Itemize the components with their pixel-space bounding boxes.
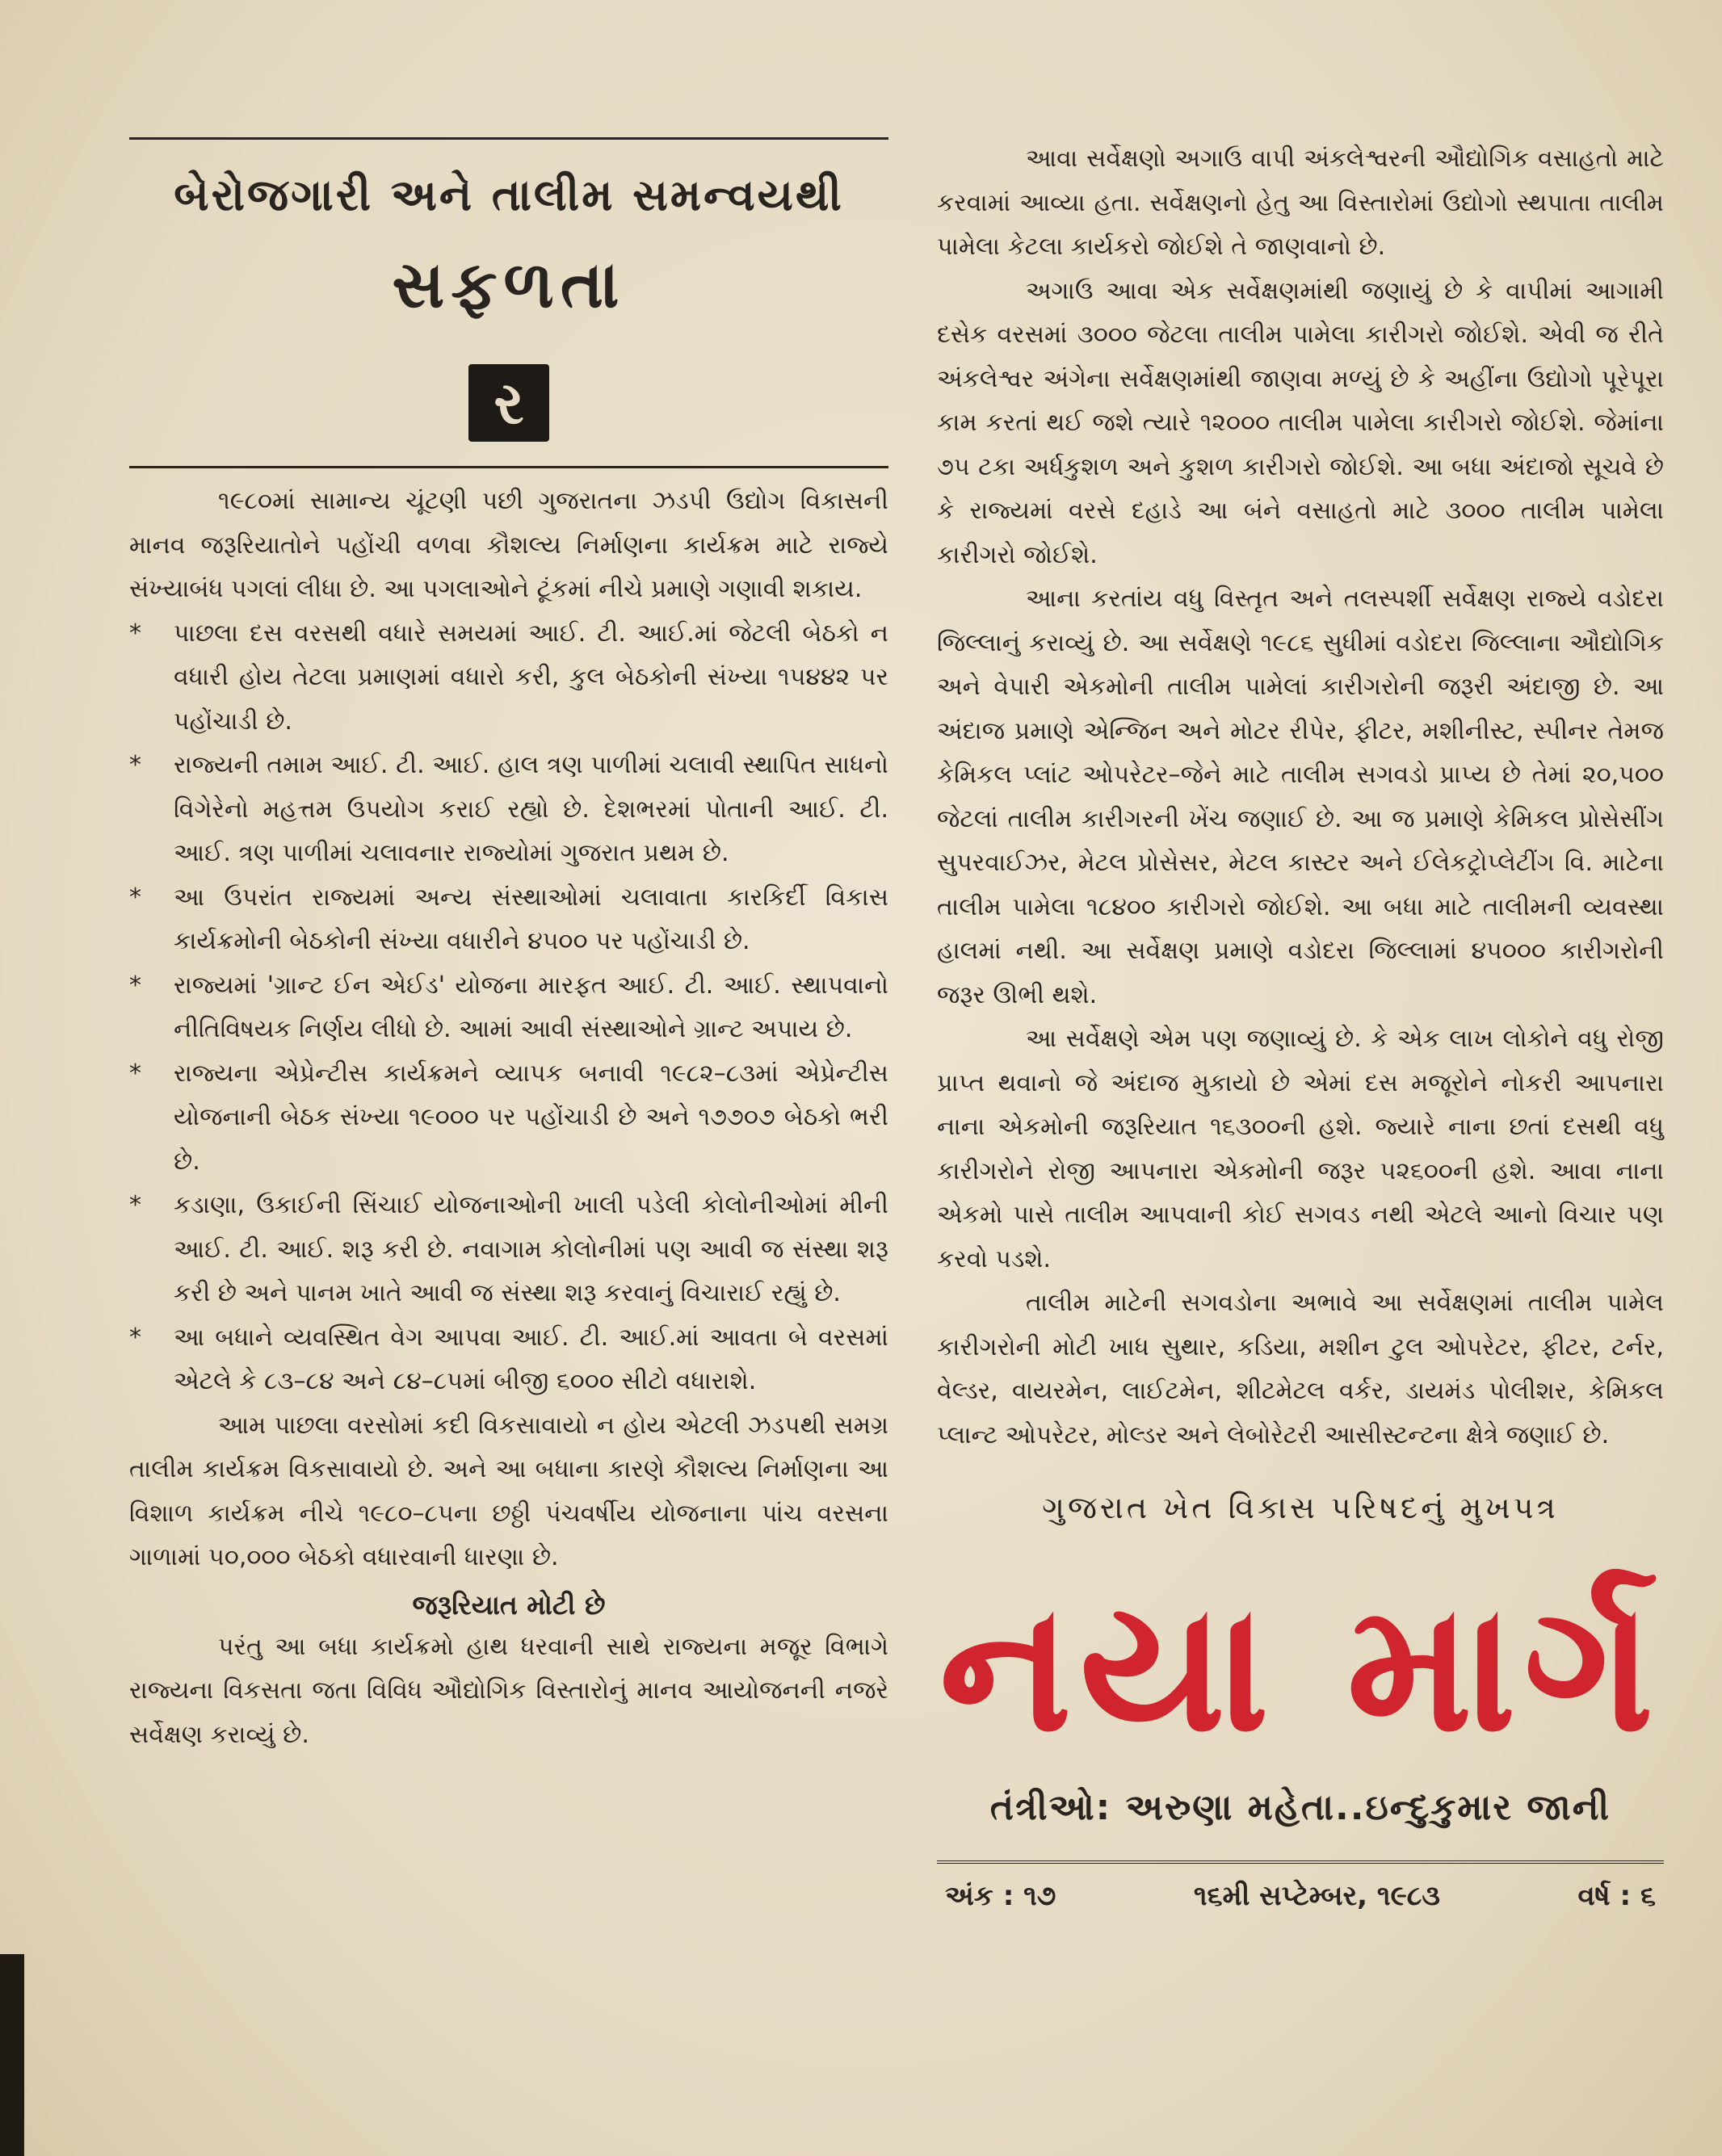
list-item: * આ બધાને વ્યવસ્થિત વેગ આપવા આઈ. ટી. આઈ.માં આવતા બે વરસમાં એટલે કે ૮૩–૮૪ અને ૮૪–૮૫માં બીજી ૬૦૦૦ સીટો વધારાશે. <box>129 1316 888 1404</box>
headline-line-2: સફળતા <box>392 247 626 323</box>
bullet-star-icon: * <box>129 1323 141 1352</box>
issue-date: ૧૬મી સપ્ટેમ્બર, ૧૯૮૩ <box>1193 1880 1441 1912</box>
list-item: * રાજ્યની તમામ આઈ. ટી. આઈ. હાલ ત્રણ પાળીમાં ચલાવી સ્થાપિત સાધનો વિગેરેનો મહત્તમ ઉપયોગ કરાઈ રહ્યો છે. દેશભરમાં પોતાની આઈ. ટી. આઈ. ત્રણ પાળીમાં ચલાવનાર રાજ્યોમાં ગુજરાત પ્રથમ છે. <box>129 744 888 876</box>
list-item: * કડાણા, ઉકાઈની સિંચાઈ યોજનાઓની ખાલી પડેલી કોલોનીઓમાં મીની આઈ. ટી. આઈ. શરૂ કરી છે. નવાગામ કોલોનીમાં પણ આવી જ સંસ્થા શરૂ કરી છે અને પાનમ ખાતે આવી જ સંસ્થા શરૂ કરવાનું વિચારાઈ રહ્યું છે. <box>129 1184 888 1316</box>
paragraph-after-list: આમ પાછલા વરસોમાં કદી વિકસાવાયો ન હોય એટલી ઝડપથી સમગ્ર તાલીમ કાર્યક્રમ વિકસાવાયો છે. અને આ બધાના કારણે કૌશલ્ય નિર્માણના આ વિશાળ કાર્યક્રમ નીચે ૧૯૮૦–૮૫ના છઠ્ઠી પંચવર્ષીય યોજનાના પાંચ વરસના ગાળામાં ૫૦,૦૦૦ બેઠકો વધારવાની ધારણા છે. <box>129 1411 888 1572</box>
masthead-editors: તંત્રીઓ: અરુણા મહેતા..ઇન્દુકુમાર જાની <box>989 1787 1611 1828</box>
right-paragraph-2: અગાઉ આવા એક સર્વેક્ષણમાંથી જણાયું છે કે વાપીમાં આગામી દસેક વરસમાં ૩૦૦૦ જેટલા તાલીમ પામેલા કારીગરો જોઈશે. એવી જ રીતે અંકલેશ્વર અંગેના સર્વેક્ષણમાંથી જાણવા મળ્યું છે કે અહીંના ઉદ્યોગો પૂરેપૂરા કામ કરતાં થઈ જશે ત્યારે ૧૨૦૦૦ તાલીમ પામેલા કારીગરો જોઈશે. જેમાંના ૭૫ ટકા અર્ધકુશળ અને કુશળ કારીગરો જોઈશે. આ બધા અંદાજો સૂચવે છે કે રાજ્યમાં વરસે દહાડે આ બંને વસાહતો માટે ૩૦૦૦ તાલીમ પામેલા કારીગરો જોઈશે. <box>937 276 1664 569</box>
right-paragraph-1: આવા સર્વેક્ષણો અગાઉ વાપી અંકલેશ્વરની ઔદ્યોગિક વસાહતો માટે કરવામાં આવ્યા હતા. સર્વેક્ષણનો હેતુ આ વિસ્તારોમાં ઉદ્યોગો સ્થપાતા તાલીમ પામેલા કેટલા કાર્યકરો જોઈશે તે જાણવાનો છે. <box>937 145 1664 261</box>
headline-bottom-rule <box>129 466 888 468</box>
publication-logo: ર <box>468 364 549 442</box>
list-item: * પાછલા દસ વરસથી વધારે સમયમાં આઈ. ટી. આઈ.માં જેટલી બેઠકો ન વધારી હોય તેટલા પ્રમાણમાં વધારો કરી, કુલ બેઠકોની સંખ્યા ૧૫૪૪૨ પર પહોંચાડી છે. <box>129 612 888 745</box>
masthead-title: નયા માર્ગ <box>939 1564 1662 1771</box>
bullet-star-icon: * <box>129 619 141 648</box>
list-item: * આ ઉપરાંત રાજ્યમાં અન્ય સંસ્થાઓમાં ચલાવાતા કારકિર્દી વિકાસ કાર્યક્રમોની બેઠકોની સંખ્યા વધારીને ૪૫૦૦ પર પહોંચાડી છે. <box>129 876 888 964</box>
bullet-star-icon: * <box>129 1059 141 1088</box>
bullet-star-icon: * <box>129 883 141 912</box>
issue-number: અંક : ૧૭ <box>945 1880 1056 1912</box>
issue-year: વર્ષ : ૬ <box>1577 1880 1656 1912</box>
right-paragraph-5: તાલીમ માટેની સગવડોના અભાવે આ સર્વેક્ષણમાં તાલીમ પામેલ કારીગરોની મોટી ખાધ સુથાર, કડિયા, મશીન ટુલ ઓપરેટર, ફીટર, ટર્નર, વેલ્ડર, વાયરમેન, લાઈટમેન, શીટમેટલ વર્કર, ડાયમંડ પોલીશર, કેમિકલ પ્લાન્ટ ઓપરેટર, મોલ્ડર અને લેબોરેટરી આસીસ્ટન્ટના ક્ષેત્રે જણાઈ છે. <box>937 1289 1664 1449</box>
bullet-star-icon: * <box>129 751 141 780</box>
left-column <box>129 137 888 1757</box>
right-column <box>937 137 1664 1912</box>
page-edge-mark <box>0 1954 24 2156</box>
bullet-list <box>129 612 888 1404</box>
headline-top-rule <box>129 137 888 140</box>
bullet-star-icon: * <box>129 1191 141 1220</box>
bullet-star-icon: * <box>129 971 141 1000</box>
masthead-tagline: ગુજરાત ખેત વિકાસ પરિષદનું મુખપત્ર <box>1042 1490 1559 1525</box>
list-item: * રાજ્યમાં 'ગ્રાન્ટ ઈન એઈડ' યોજના મારફત આઈ. ટી. આઈ. સ્થાપવાનો નીતિવિષયક નિર્ણય લીધો છે. આમાં આવી સંસ્થાઓને ગ્રાન્ટ અપાય છે. <box>129 964 888 1052</box>
headline-line-1: બેરોજગારી અને તાલીમ સમન્વયથી <box>174 170 844 220</box>
subheading: જરૂરિયાત મોટી છે <box>412 1588 606 1621</box>
list-item: * રાજ્યના એપ્રેન્ટીસ કાર્યક્રમને વ્યાપક બનાવી ૧૯૮૨–૮૩માં એપ્રેન્ટીસ યોજનાની બેઠક સંખ્યા ૧૯૦૦૦ પર પહોંચાડી છે અને ૧૭૭૦૭ બેઠકો ભરી છે. <box>129 1052 888 1185</box>
right-paragraph-4: આ સર્વેક્ષણે એમ પણ જણાવ્યું છે. કે એક લાખ લોકોને વધુ રોજી પ્રાપ્ત થવાનો જે અંદાજ મુકાયો છે એમાં દસ મજૂરોને નોકરી આપનારા નાના એકમોની જરૂરિયાત ૧૬૩૦૦ની હશે. જ્યારે નાના છતાં દસથી વધુ કારીગરોને રોજી આપનારા એકમોની જરૂર ૫૨૬૦૦ની હશે. આવા નાના એકમો પાસે તાલીમ આપવાની કોઈ સગવડ નથી એટલે આનો વિચાર પણ કરવો પડશે. <box>937 1025 1664 1273</box>
logo-wrap <box>129 364 888 442</box>
paragraph-survey-intro: પરંતુ આ બધા કાર્યક્રમો હાથ ધરવાની સાથે રાજ્યના મજૂર વિભાગે રાજ્યના વિકસતા જતા વિવિધ ઔદ્યોગિક વિસ્તારોનું માનવ આયોજનની નજરે સર્વેક્ષણ કરાવ્યું છે. <box>129 1632 888 1749</box>
issue-info-row <box>937 1864 1664 1912</box>
intro-paragraph: ૧૯૮૦માં સામાન્ય ચૂંટણી પછી ગુજરાતના ઝડપી ઉદ્યોગ વિકાસની માનવ જરૂરિયાતોને પહોંચી વળવા કૌશલ્ય નિર્માણના કાર્યક્રમ માટે રાજ્યે સંખ્યાબંધ પગલાં લીધા છે. આ પગલાઓને ટૂંકમાં નીચે પ્રમાણે ગણાવી શકાય. <box>129 487 888 604</box>
right-paragraph-3: આના કરતાંય વધુ વિસ્તૃત અને તલસ્પર્શી સર્વેક્ષણ રાજ્યે વડોદરા જિલ્લાનું કરાવ્યું છે. આ સર્વેક્ષણે ૧૯૮૬ સુધીમાં વડોદરા જિલ્લાના ઔદ્યોગિક અને વેપારી એકમોની તાલીમ પામેલાં કારીગરોની જરૂરી અંદાજી છે. આ અંદાજ પ્રમાણે એન્જિન અને મોટર રીપેર, ફીટર, મશીનીસ્ટ, સ્પીનર તેમજ કેમિકલ પ્લાંટ ઓપરેટર–જેને માટે તાલીમ સગવડો પ્રાપ્ય છે તેમાં ૨૦,૫૦૦ જેટલાં તાલીમ કારીગરની ખેંચ જણાઈ છે. આ જ પ્રમાણે કેમિકલ પ્રોસેસીંગ સુપરવાઈઝર, મેટલ પ્રોસેસર, મેટલ કાસ્ટર અને ઈલેકટ્રોપ્લેટીંગ વિ. માટેના તાલીમ પામેલા ૧૮૪૦૦ કારીગરો જોઈશે. આ બધા માટે તાલીમની વ્યવસ્થા હાલમાં નથી. આ સર્વેક્ષણ પ્રમાણે વડોદરા જિલ્લામાં ૪૫૦૦૦ કારીગરોની જરૂર ઊભી થશે. <box>937 585 1664 1009</box>
article-body-left <box>129 480 888 1757</box>
